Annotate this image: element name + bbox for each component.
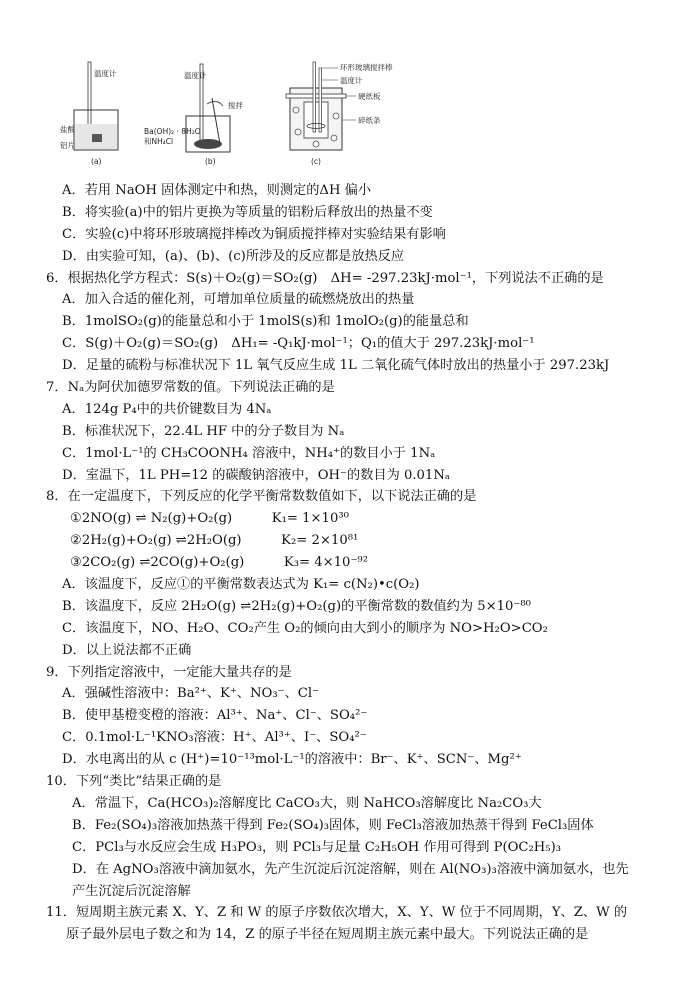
question-8: 8．在一定温度下，下列反应的化学平衡常数数值如下，以下说法正确的是 (46, 489, 477, 505)
option-6b: B．1molSO₂(g)的能量总和小于 1molS(s)和 1molO₂(g)的能量总和 (62, 314, 469, 330)
option-8a: A．该温度下，反应①的平衡常数表达式为 K₁= c(N₂)•c(O₂) (62, 577, 420, 593)
option-6c: C．S(g)＋O₂(g)＝SO₂(g) ΔH₁= -Q₁kJ·mol⁻¹；Q₁的值大于 297.23kJ·mol⁻¹ (62, 336, 535, 352)
option-7c: C．1mol·L⁻¹的 CH₃COONH₄ 溶液中，NH₄⁺的数目小于 1Nₐ (62, 445, 436, 461)
option-9d: D．水电离出的从 c (H⁺)=10⁻¹³mol·L⁻¹的溶液中：Br⁻、K⁺、SCN⁻、Mg²⁺ (62, 752, 522, 768)
label-b-thermometer: 温度计 (184, 71, 207, 80)
apparatus-a (60, 62, 118, 166)
option-5c: C．实验(c)中将环形玻璃搅拌棒改为铜质搅拌棒对实验结果有影响 (62, 226, 446, 242)
question-text (46, 180, 652, 946)
reaction-3: ③2CO₂(g) ⇌2CO(g)+O₂(g) K₃= 4×10⁻⁹² (70, 555, 368, 571)
option-7d: D．室温下，1L PH=12 的碳酸钠溶液中，OH⁻的数目为 0.01Nₐ (62, 467, 450, 483)
question-6: 6．根据热化学方程式：S(s)＋O₂(g)＝SO₂(g) ΔH= -297.23kJ·mol⁻¹，下列说法不正确的是 (46, 270, 604, 286)
option-5d: D．由实验可知，(a)、(b)、(c)所涉及的反应都是放热反应 (62, 248, 405, 264)
option-6a: A．加入合适的催化剂，可增加单位质量的硫燃烧放出的热量 (62, 292, 415, 308)
caption-a: (a) (91, 157, 102, 166)
label-b-reagent1: Ba(OH)₂ · 8H₂O (144, 127, 201, 136)
option-10d: D．在 AgNO₃溶液中滴加氨水，先产生沉淀后沉淀溶解，则在 Al(NO₃)₃溶液中滴加氨水，也先 (72, 861, 629, 877)
option-5a: A．若用 NaOH 固体测定中和热，则测定的ΔH 偏小 (62, 183, 372, 198)
option-10a: A．常温下，Ca(HCO₃)₂溶解度比 CaCO₃大，则 NaHCO₃溶解度比 Na₂CO₃大 (72, 795, 542, 811)
question-11: 11．短周期主族元素 X、Y、Z 和 W 的原子序数依次增大，X、Y、W 位于不同周期，Y、Z、W 的 (46, 905, 628, 921)
reaction-2: ②2H₂(g)+O₂(g) ⇌2H₂O(g) K₂= 2×10⁸¹ (70, 533, 359, 549)
option-10c: C．PCl₃与水反应会生成 H₃PO₃，则 PCl₃与足量 C₂H₅OH 作用可得到 P(OC₂H₅)₃ (72, 839, 562, 855)
apparatus-b (144, 64, 243, 166)
option-6d: D．足量的硫粉与标准状况下 1L 氧气反应生成 1L 二氧化硫气体时放出的热量小于 297.23kJ (62, 358, 610, 374)
option-5b: B．将实验(a)中的铝片更换为等质量的铝粉后释放出的热量不变 (62, 204, 433, 220)
caption-c: (c) (311, 157, 321, 166)
label-c-board: 硬纸板 (358, 92, 381, 101)
option-7b: B．标准状况下，22.4L HF 中的分子数目为 Nₐ (62, 423, 345, 439)
label-b-stir: 搅拌 (228, 101, 243, 110)
option-9b: B．使甲基橙变橙的溶液：Al³⁺、Na⁺、Cl⁻、SO₄²⁻ (62, 708, 368, 724)
option-10d-continued: 产生沉淀后沉淀溶解 (72, 883, 191, 899)
label-a-thermometer: 温度计 (94, 69, 117, 78)
option-7a: A．124g P₄中的共价键数目为 4Nₐ (62, 401, 272, 417)
option-8c: C．该温度下，NO、H₂O、CO₂产生 O₂的倾向由大到小的顺序为 NO>H₂O>CO₂ (62, 620, 548, 636)
apparatus-c (286, 62, 393, 166)
option-9a: A．强碱性溶液中：Ba²⁺、K⁺、NO₃⁻、Cl⁻ (62, 686, 320, 702)
label-b-reagent2: 和NH₄Cl (144, 137, 174, 146)
question-11-continued: 原子最外层电子数之和为 14，Z 的原子半径在短周期主族元素中最大。下列说法正确的是 (66, 927, 589, 943)
reaction-1: ①2NO(g) ⇌ N₂(g)+O₂(g) K₁= 1×10³⁰ (70, 511, 349, 527)
label-c-stirrer: 环形玻璃搅拌棒 (340, 63, 393, 72)
question-9: 9．下列指定溶液中，一定能大量共存的是 (46, 664, 292, 680)
option-10b: B．Fe₂(SO₄)₃溶液加热蒸干得到 Fe₂(SO₄)₃固体，则 FeCl₃溶液加热蒸干得到 FeCl₃固体 (72, 817, 594, 833)
label-c-strips: 碎纸条 (358, 116, 381, 125)
option-8b: B．该温度下，反应 2H₂O(g) ⇌2H₂(g)+O₂(g)的平衡常数的数值约为 5×10⁻⁸⁰ (62, 598, 531, 614)
caption-b: (b) (205, 157, 216, 166)
question-10: 10．下列“类比”结果正确的是 (46, 774, 222, 790)
experiment-figure (60, 58, 420, 170)
label-a-acid: 盐酸 (60, 125, 75, 134)
option-9c: C．0.1mol·L⁻¹KNO₃溶液：H⁺、Al³⁺、I⁻、SO₄²⁻ (62, 730, 367, 746)
option-8d: D．以上说法都不正确 (62, 642, 192, 658)
label-c-thermometer: 温度计 (340, 76, 363, 85)
label-a-metal: 铝片 (60, 141, 75, 150)
question-7: 7．Nₐ为阿伏加德罗常数的值。下列说法正确的是 (46, 380, 335, 396)
